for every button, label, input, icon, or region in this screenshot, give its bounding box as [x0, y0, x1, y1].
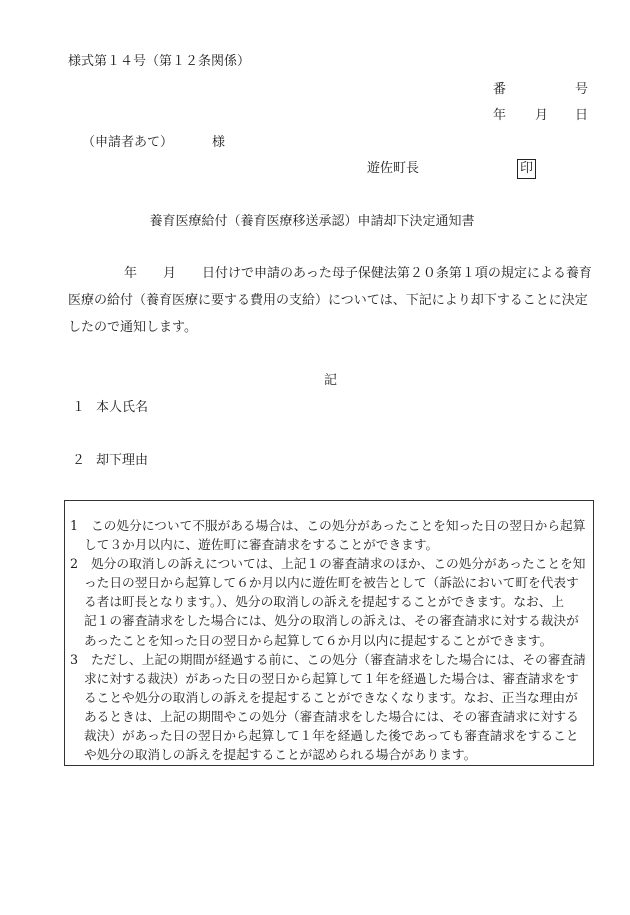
body-line-3: したので通知します。	[68, 320, 197, 335]
notice-line: る者は町長となります。）、処分の取消しの訴えを提起することができます。なお、上	[84, 594, 565, 610]
document-number-label: 番	[493, 82, 507, 97]
notice-item-1	[70, 516, 593, 554]
appeal-notice-box	[64, 500, 594, 766]
notice-line: 記１の審査請求をした場合には、処分の取消しの訴えは、その審査請求に対する裁決が	[84, 613, 579, 629]
document-number-suffix: 号	[575, 82, 589, 97]
recipient-honorific: 様	[212, 135, 226, 150]
item-label: 却下理由	[96, 453, 149, 468]
notice-line: 裁決）があった日の翌日から起算して１年を経過した後であっても審査請求をすること	[84, 728, 579, 744]
item-number: ２	[72, 453, 86, 468]
notice-item-2	[70, 554, 593, 649]
notice-first-line	[70, 516, 593, 535]
notice-line: 処分の取消しの訴えについては、上記１の審査請求のほか、この処分があったことを知	[91, 556, 586, 572]
body-line-2: 医療の給付（養育医療に要する費用の支給）については、下記により却下することに決定	[68, 293, 588, 308]
issuer-name: 遊佐町長	[367, 161, 420, 176]
notice-line: ることや処分の取消しの訴えを提起することができなくなります。なお、正当な理由が	[84, 689, 578, 705]
date-month-label: 月	[535, 108, 549, 123]
notice-number: 3	[70, 651, 79, 667]
recipient-label: （申請者あて）	[82, 135, 174, 150]
date-day-label: 日	[575, 108, 589, 123]
notice-line: あったことを知った日の翌日から起算して６か月以内に提起することができます。	[84, 632, 553, 648]
seal-mark: 印	[519, 161, 533, 176]
notice-line: や処分の取消しの訴えを提起することが認められる場合があります。	[84, 747, 477, 763]
notice-item-3	[70, 650, 593, 765]
item-label: 本人氏名	[96, 400, 149, 415]
notice-line: あるときは、上記の期間やこの処分（審査請求をした場合には、その審査請求に対する	[84, 708, 579, 724]
notice-line: った日の翌日から起算して６か月以内に遊佐町を被告として（訴訟において町を代表す	[84, 575, 579, 591]
form-number: 様式第１４号（第１２条関係）	[68, 54, 251, 69]
document-title: 養育医療給付（養育医療移送承認）申請却下決定通知書	[149, 214, 475, 229]
notice-first-line	[70, 650, 593, 669]
ki-heading: 記	[324, 373, 338, 388]
body-line-1: 年 月 日付けで申請のあった母子保健法第２０条第１項の規定による養育	[124, 266, 592, 281]
body-paragraph	[68, 260, 594, 341]
seal-box	[517, 159, 536, 179]
date-year-label: 年	[493, 108, 507, 123]
notice-line: この処分について不服がある場合は、この処分があったことを知った日の翌日から起算	[91, 518, 586, 533]
notice-line: ただし、上記の期間が経過する前に、この処分（審査請求をした場合には、その審査請	[91, 651, 586, 667]
item-person-name	[72, 400, 148, 416]
notice-number: 1	[70, 518, 79, 533]
item-number: １	[72, 400, 86, 415]
notice-first-line	[70, 554, 593, 573]
notice-number: 2	[70, 556, 79, 572]
notice-line: 求に対する裁決）があった日の翌日から起算して１年を経過した場合は、審査請求をす	[84, 670, 579, 686]
item-rejection-reason	[72, 453, 148, 469]
notice-line: して３か月以内に、遊佐町に審査請求をすることができます。	[84, 537, 439, 553]
